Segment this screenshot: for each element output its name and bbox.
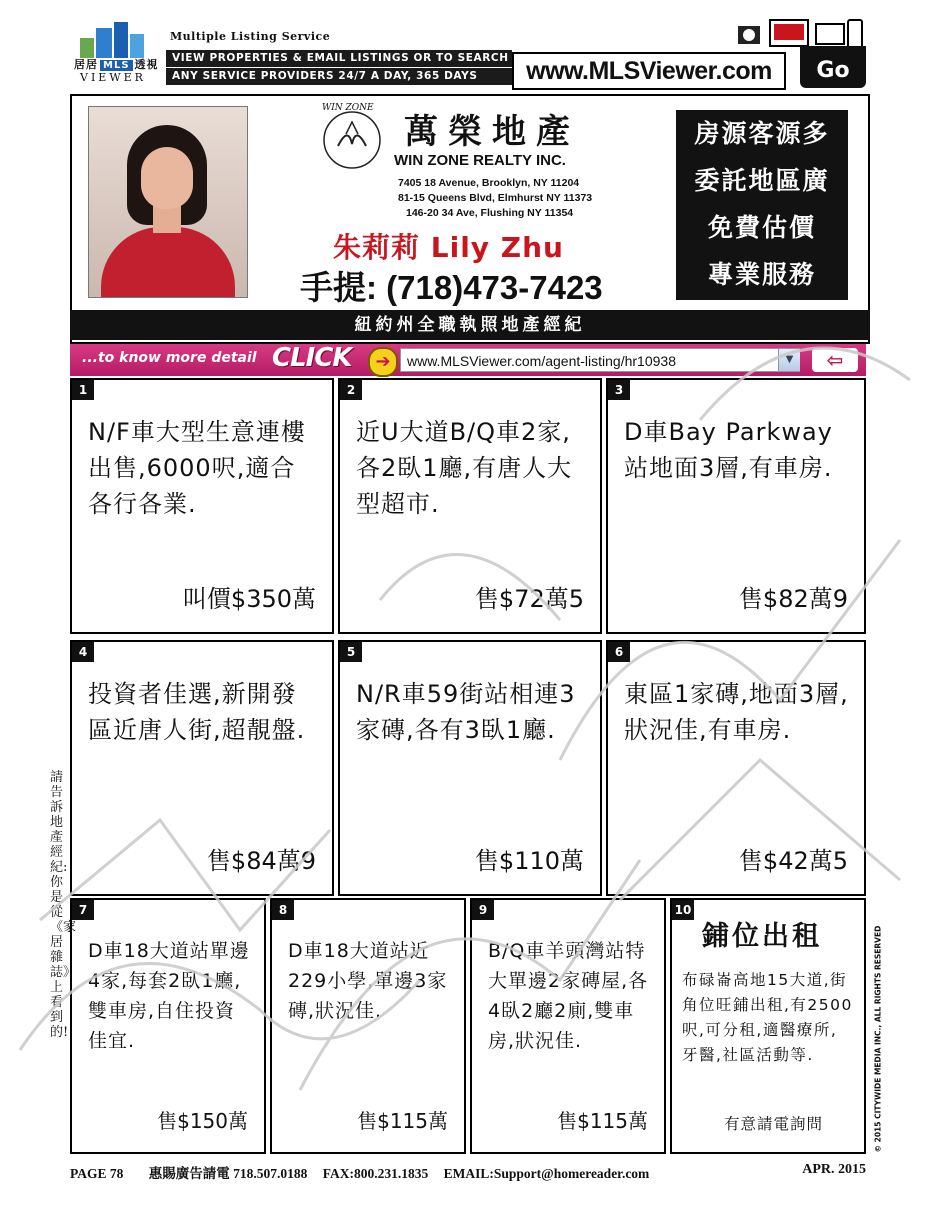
listing-number: 4 (72, 642, 94, 662)
license-bar: 紐約州全職執照地產經紀 (70, 310, 870, 340)
click-prefix-text: ...to know more detail (82, 350, 257, 366)
listing-price: 售$115萬 (357, 1109, 448, 1133)
ad-phone: 惠賜廣告請電 718.507.0188 (148, 1166, 308, 1181)
chevron-down-icon[interactable]: ▼ (778, 349, 800, 371)
slogan-box (676, 110, 848, 300)
listing-price: 售$42萬5 (738, 847, 848, 875)
company-logo-text: WIN ZONE (322, 103, 374, 113)
slogan-line: 委託地區廣 (694, 166, 830, 195)
listing-card[interactable] (70, 378, 334, 634)
company-name-en: WIN ZONE REALTY INC. (394, 152, 566, 169)
listing-description: D車18大道站近229小學,單邊3家磚,狀況佳. (288, 940, 448, 1022)
agent-listing-url-field[interactable]: www.MLSViewer.com/agent-listing/hr10938 (400, 348, 800, 372)
copyright-text: © 2015 CITYWIDE MEDIA INC., ALL RIGHTS RESERVED (873, 925, 883, 1153)
agent-photo (88, 106, 248, 298)
listing-description: 東區1家磚,地面3層,狀況佳,有車房. (624, 680, 849, 744)
listing-description: N/F車大型生意連樓出售,6000呎,適合各行各業. (88, 418, 306, 518)
listing-number: 1 (72, 380, 94, 400)
listing-card[interactable] (270, 898, 466, 1154)
mls-viewer-logo[interactable] (70, 22, 160, 84)
listing-price: 售$115萬 (557, 1109, 648, 1133)
listing-description: D車18大道站單邊4家,每套2臥1廳,雙車房,自住投資佳宜. (88, 940, 250, 1052)
listing-number: 3 (608, 380, 630, 400)
service-title: Multiple Listing Service (170, 30, 331, 43)
listing-card[interactable] (70, 898, 266, 1154)
tagline-line-1: VIEW PROPERTIES & EMAIL LISTINGS OR TO SEARCH (166, 50, 512, 67)
page-number: PAGE 78 (70, 1166, 124, 1181)
listing-card[interactable] (670, 898, 866, 1154)
listing-number: 10 (672, 900, 694, 920)
listing-number: 8 (272, 900, 294, 920)
logo-viewer-text: VIEWER (80, 71, 146, 84)
agent-name: 朱莉莉 Lily Zhu (333, 231, 564, 264)
back-arrow-icon[interactable]: ⇦ (812, 348, 858, 372)
company-logo-icon (318, 104, 386, 172)
page-footer (70, 1162, 870, 1182)
slogan-line: 房源客源多 (694, 119, 830, 148)
tagline-line-2: ANY SERVICE PROVIDERS 24/7 A DAY, 365 DAYS (166, 68, 512, 85)
listing-number: 7 (72, 900, 94, 920)
listing-price: 售$82萬9 (738, 585, 848, 613)
listing-price: 叫價$350萬 (182, 585, 316, 613)
company-name-cn: 萬榮地產 (404, 112, 580, 152)
listing-card[interactable] (338, 378, 602, 634)
listing-description: B/Q車羊頭灣站特大單邊2家磚屋,各4臥2廳2廁,雙車房,狀況佳. (488, 940, 649, 1052)
listing-card[interactable] (338, 640, 602, 896)
buildings-icon (78, 22, 148, 58)
listing-price: 售$84萬9 (206, 847, 316, 875)
listing-card[interactable] (470, 898, 666, 1154)
email-link[interactable]: EMAIL:Support@homereader.com (443, 1166, 650, 1181)
listing-number: 2 (340, 380, 362, 400)
address-line: 81-15 Queens Blvd, Elmhurst NY 11373 (398, 192, 593, 204)
listing-number: 5 (340, 642, 362, 662)
go-button[interactable]: Go (800, 46, 866, 88)
slogan-line: 專業服務 (707, 260, 816, 289)
site-url-link[interactable]: www.MLSViewer.com (512, 52, 786, 90)
agent-phone[interactable]: 手提: (718)473-7423 (300, 269, 603, 306)
copyright-note (870, 918, 884, 1158)
listing-description: D車Bay Parkway站地面3層,有車房. (624, 418, 833, 482)
logo-text: 居居 MLS 透視 (74, 58, 159, 71)
listing-description: N/R車59街站相連3家磚,各有3臥1廳. (356, 680, 576, 744)
listing-call-to-action: 有意請電詢問 (724, 1115, 824, 1133)
listing-description: 布碌崙高地15大道,街角位旺鋪出租,有2500呎,可分租,適醫療所,牙醫,社區活動等. (682, 971, 853, 1064)
fax-number: FAX:800.231.1835 (322, 1166, 429, 1181)
listing-description: 投資者佳選,新開發區近唐人街,超靚盤. (88, 680, 306, 744)
listing-card[interactable] (70, 640, 334, 896)
listing-number: 9 (472, 900, 494, 920)
listing-title: 鋪位出租 (702, 921, 822, 952)
listing-price: 售$150萬 (157, 1109, 248, 1133)
arrow-right-icon[interactable]: ➔ (368, 347, 398, 377)
side-note: 請告訴地產經紀:你是從《家居雜誌》上看到的! (50, 770, 77, 1040)
listing-card[interactable] (606, 640, 866, 896)
listing-price: 售$72萬5 (474, 585, 584, 613)
listing-number: 6 (608, 642, 630, 662)
listing-card[interactable] (606, 378, 866, 634)
address-line: 146-20 34 Ave, Flushing NY 11354 (406, 207, 574, 219)
slogan-line: 免費估價 (707, 213, 816, 242)
listing-description: 近U大道B/Q車2家,各2臥1廳,有唐人大型超市. (356, 418, 573, 518)
listing-price: 售$110萬 (474, 847, 584, 875)
address-line: 7405 18 Avenue, Brooklyn, NY 11204 (398, 177, 580, 189)
issue-date: APR. 2015 (802, 1162, 866, 1177)
click-button[interactable]: CLICK (272, 343, 352, 373)
